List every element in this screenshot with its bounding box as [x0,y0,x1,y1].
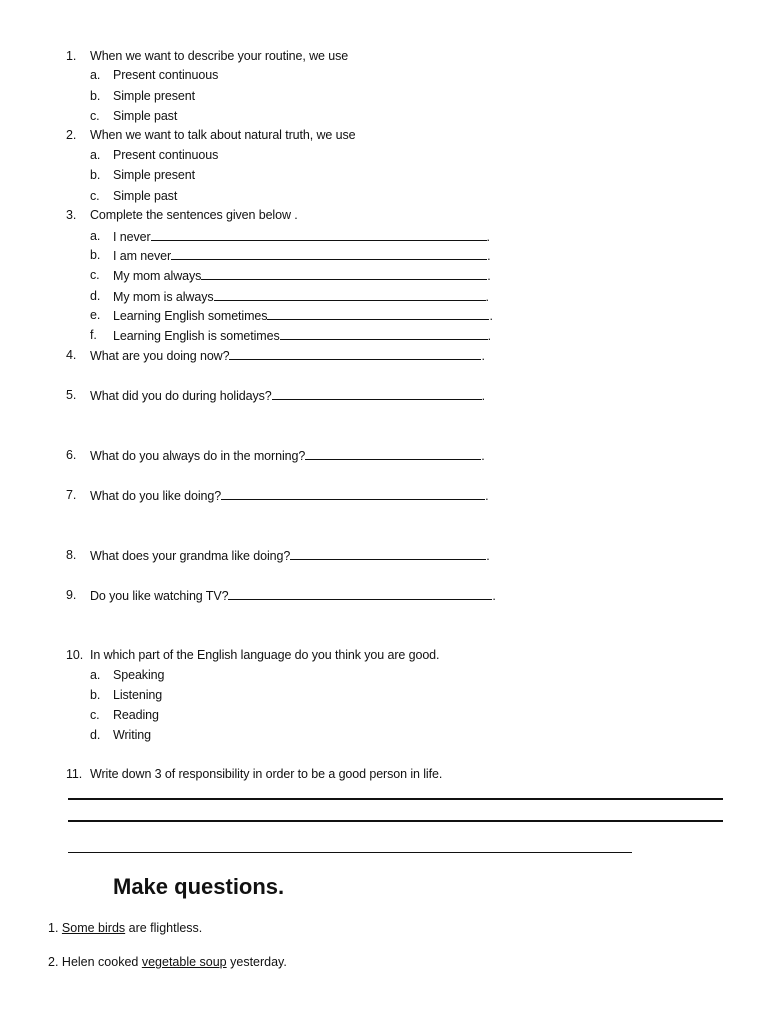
answer-blank[interactable] [272,388,482,400]
option-letter: b. [90,89,101,103]
answer-line[interactable] [68,852,632,853]
answer-blank[interactable] [229,348,481,360]
question-number: 11. [66,767,83,781]
question-number: 6. [66,448,77,462]
question-text: Complete the sentences given below . [90,208,298,222]
answer-blank[interactable] [290,548,486,560]
option-text: My mom always . [113,269,491,283]
item-text: Helen cooked [61,955,142,969]
option-letter: c. [90,708,100,722]
option-letter: a. [90,229,101,243]
answer-blank[interactable] [201,268,487,280]
option-letter: c. [90,268,100,282]
option-text: Present continuous [113,68,219,82]
answer-blank[interactable] [214,289,486,301]
option-text: Writing [113,728,151,742]
option-text: Simple present [113,168,195,182]
option-text: I am never . [113,249,491,263]
option-letter: b. [90,248,101,262]
question-text: What did you do during holidays? . [90,389,486,403]
question-number: 5. [66,388,77,402]
answer-blank[interactable] [305,448,481,460]
answer-line[interactable] [68,820,723,822]
make-question-item [48,955,287,969]
item-text: are flightless. [125,921,203,935]
answer-blank[interactable] [151,229,487,241]
option-letter: e. [90,308,101,322]
question-number: 7. [66,488,77,502]
option-text: Learning English is sometimes . [113,329,492,343]
question-number: 2. [66,128,77,142]
item-number: 1. [48,921,59,935]
option-letter: a. [90,68,101,82]
answer-blank[interactable] [228,588,492,600]
option-text: Reading [113,708,159,722]
answer-blank[interactable] [221,488,485,500]
question-text: What do you always do in the morning? . [90,449,485,463]
option-text: Learning English sometimes . [113,309,493,323]
answer-blank[interactable] [171,248,487,260]
item-text: yesterday. [226,955,287,969]
option-letter: a. [90,668,101,682]
question-text: When we want to describe your routine, we use [90,49,349,63]
option-text: My mom is always . [113,290,489,304]
make-question-item [48,921,202,935]
question-text: What do you like doing? . [90,489,489,503]
answer-line[interactable] [68,798,723,800]
option-letter: f. [90,328,97,342]
question-text: Write down 3 of responsibility in order to be a good person in life. [90,767,443,781]
underlined-phrase: Some birds [61,921,126,935]
question-number: 1. [66,49,77,63]
question-number: 3. [66,208,77,222]
question-text: Do you like watching TV? . [90,589,496,603]
option-letter: b. [90,688,101,702]
option-letter: c. [90,189,100,203]
option-letter: a. [90,148,101,162]
option-letter: d. [90,289,101,303]
option-text: Simple past [113,109,178,123]
question-text: When we want to talk about natural truth, we use [90,128,356,142]
option-letter: c. [90,109,100,123]
option-letter: b. [90,168,101,182]
item-number: 2. [48,955,59,969]
question-number: 9. [66,588,77,602]
section-heading: Make questions. [113,874,285,899]
option-text: Present continuous [113,148,219,162]
question-number: 4. [66,348,77,362]
option-text: I never . [113,230,490,244]
question-number: 8. [66,548,77,562]
question-text: What are you doing now? . [90,349,485,363]
question-text: In which part of the English language do you think you are good. [90,648,440,662]
question-number: 10. [66,648,84,662]
option-text: Listening [113,688,163,702]
answer-blank[interactable] [267,308,489,320]
answer-blank[interactable] [280,328,488,340]
option-text: Simple present [113,89,195,103]
question-text: What does your grandma like doing? . [90,549,490,563]
option-text: Simple past [113,189,178,203]
underlined-phrase: vegetable soup [141,955,227,969]
option-text: Speaking [113,668,165,682]
option-letter: d. [90,728,101,742]
